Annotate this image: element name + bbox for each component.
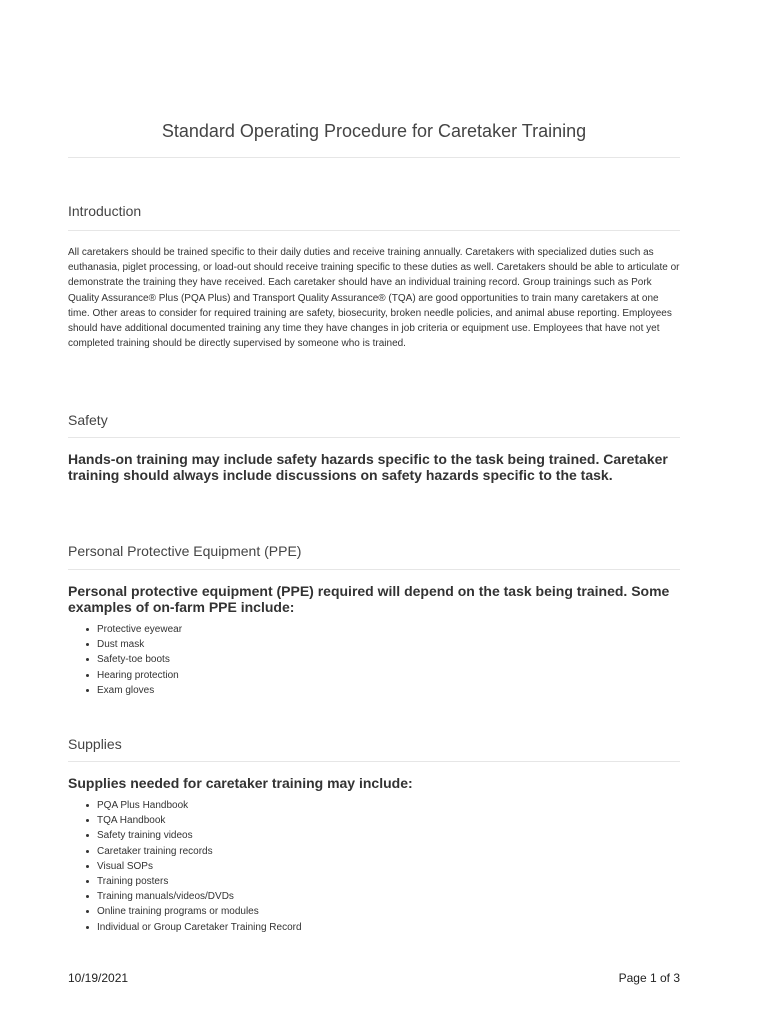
ppe-lead: Personal protective equipment (PPE) required will depend on the task being trained. Some examples of on-farm PPE include: — [68, 583, 670, 615]
safety-heading: Safety — [68, 412, 108, 428]
ppe-heading: Personal Protective Equipment (PPE) — [68, 543, 302, 559]
ppe-list-item: Hearing protection — [97, 668, 182, 683]
supplies-heading: Supplies — [68, 736, 122, 752]
introduction-body: All caretakers should be trained specific to their daily duties and receive training annually. Caretakers with specialized duties such as euthanasia, piglet processing, or load-out should receive training specific to these duties as well. Caretakers should be able to articulate or demonstrate the training they have received. Each caretaker should have an individual training record. Group trainings such as Pork Quality Assurance® Plus (PQA Plus) and Transport Quality Assurance® (TQA) are good opportunities to train many caretakers at one time. Other areas to consider for required training are safety, biosecurity, broken needle policies, and animal abuse reporting. Employees should have additional documented training any time they have changes in job criteria or equipment use. Employees that have not yet completed training should be directly supervised by someone who is trained. — [68, 247, 680, 350]
supplies-divider — [68, 761, 680, 762]
ppe-list-item: Safety-toe boots — [97, 652, 182, 667]
supplies-list-item: Online training programs or modules — [97, 904, 302, 919]
ppe-divider — [68, 569, 680, 570]
ppe-list-item: Protective eyewear — [97, 622, 182, 637]
title-divider — [68, 157, 680, 158]
ppe-list — [84, 622, 182, 698]
introduction-heading: Introduction — [68, 203, 142, 219]
ppe-list-item: Exam gloves — [97, 683, 182, 698]
supplies-list-item: Training posters — [97, 874, 302, 889]
footer-date: 10/19/2021 — [68, 971, 129, 985]
introduction-divider — [68, 230, 680, 231]
footer-page-number: Page 1 of 3 — [618, 971, 680, 985]
supplies-list-item: Individual or Group Caretaker Training Record — [97, 920, 302, 935]
supplies-lead: Supplies needed for caretaker training may include: — [68, 775, 413, 791]
supplies-list-item: Caretaker training records — [97, 844, 302, 859]
safety-divider — [68, 437, 680, 438]
supplies-list-item: Training manuals/videos/DVDs — [97, 889, 302, 904]
document-page — [68, 0, 680, 1024]
supplies-list-item: PQA Plus Handbook — [97, 798, 302, 813]
ppe-list-item: Dust mask — [97, 637, 182, 652]
supplies-list-item: TQA Handbook — [97, 813, 302, 828]
supplies-list-item: Safety training videos — [97, 828, 302, 843]
supplies-list — [84, 798, 302, 935]
safety-lead: Hands-on training may include safety hazards specific to the task being trained. Caretaker training should always include discussions on safety hazards specific to the task. — [68, 451, 668, 483]
supplies-list-item: Visual SOPs — [97, 859, 302, 874]
page-title: Standard Operating Procedure for Caretaker Training — [161, 121, 587, 141]
